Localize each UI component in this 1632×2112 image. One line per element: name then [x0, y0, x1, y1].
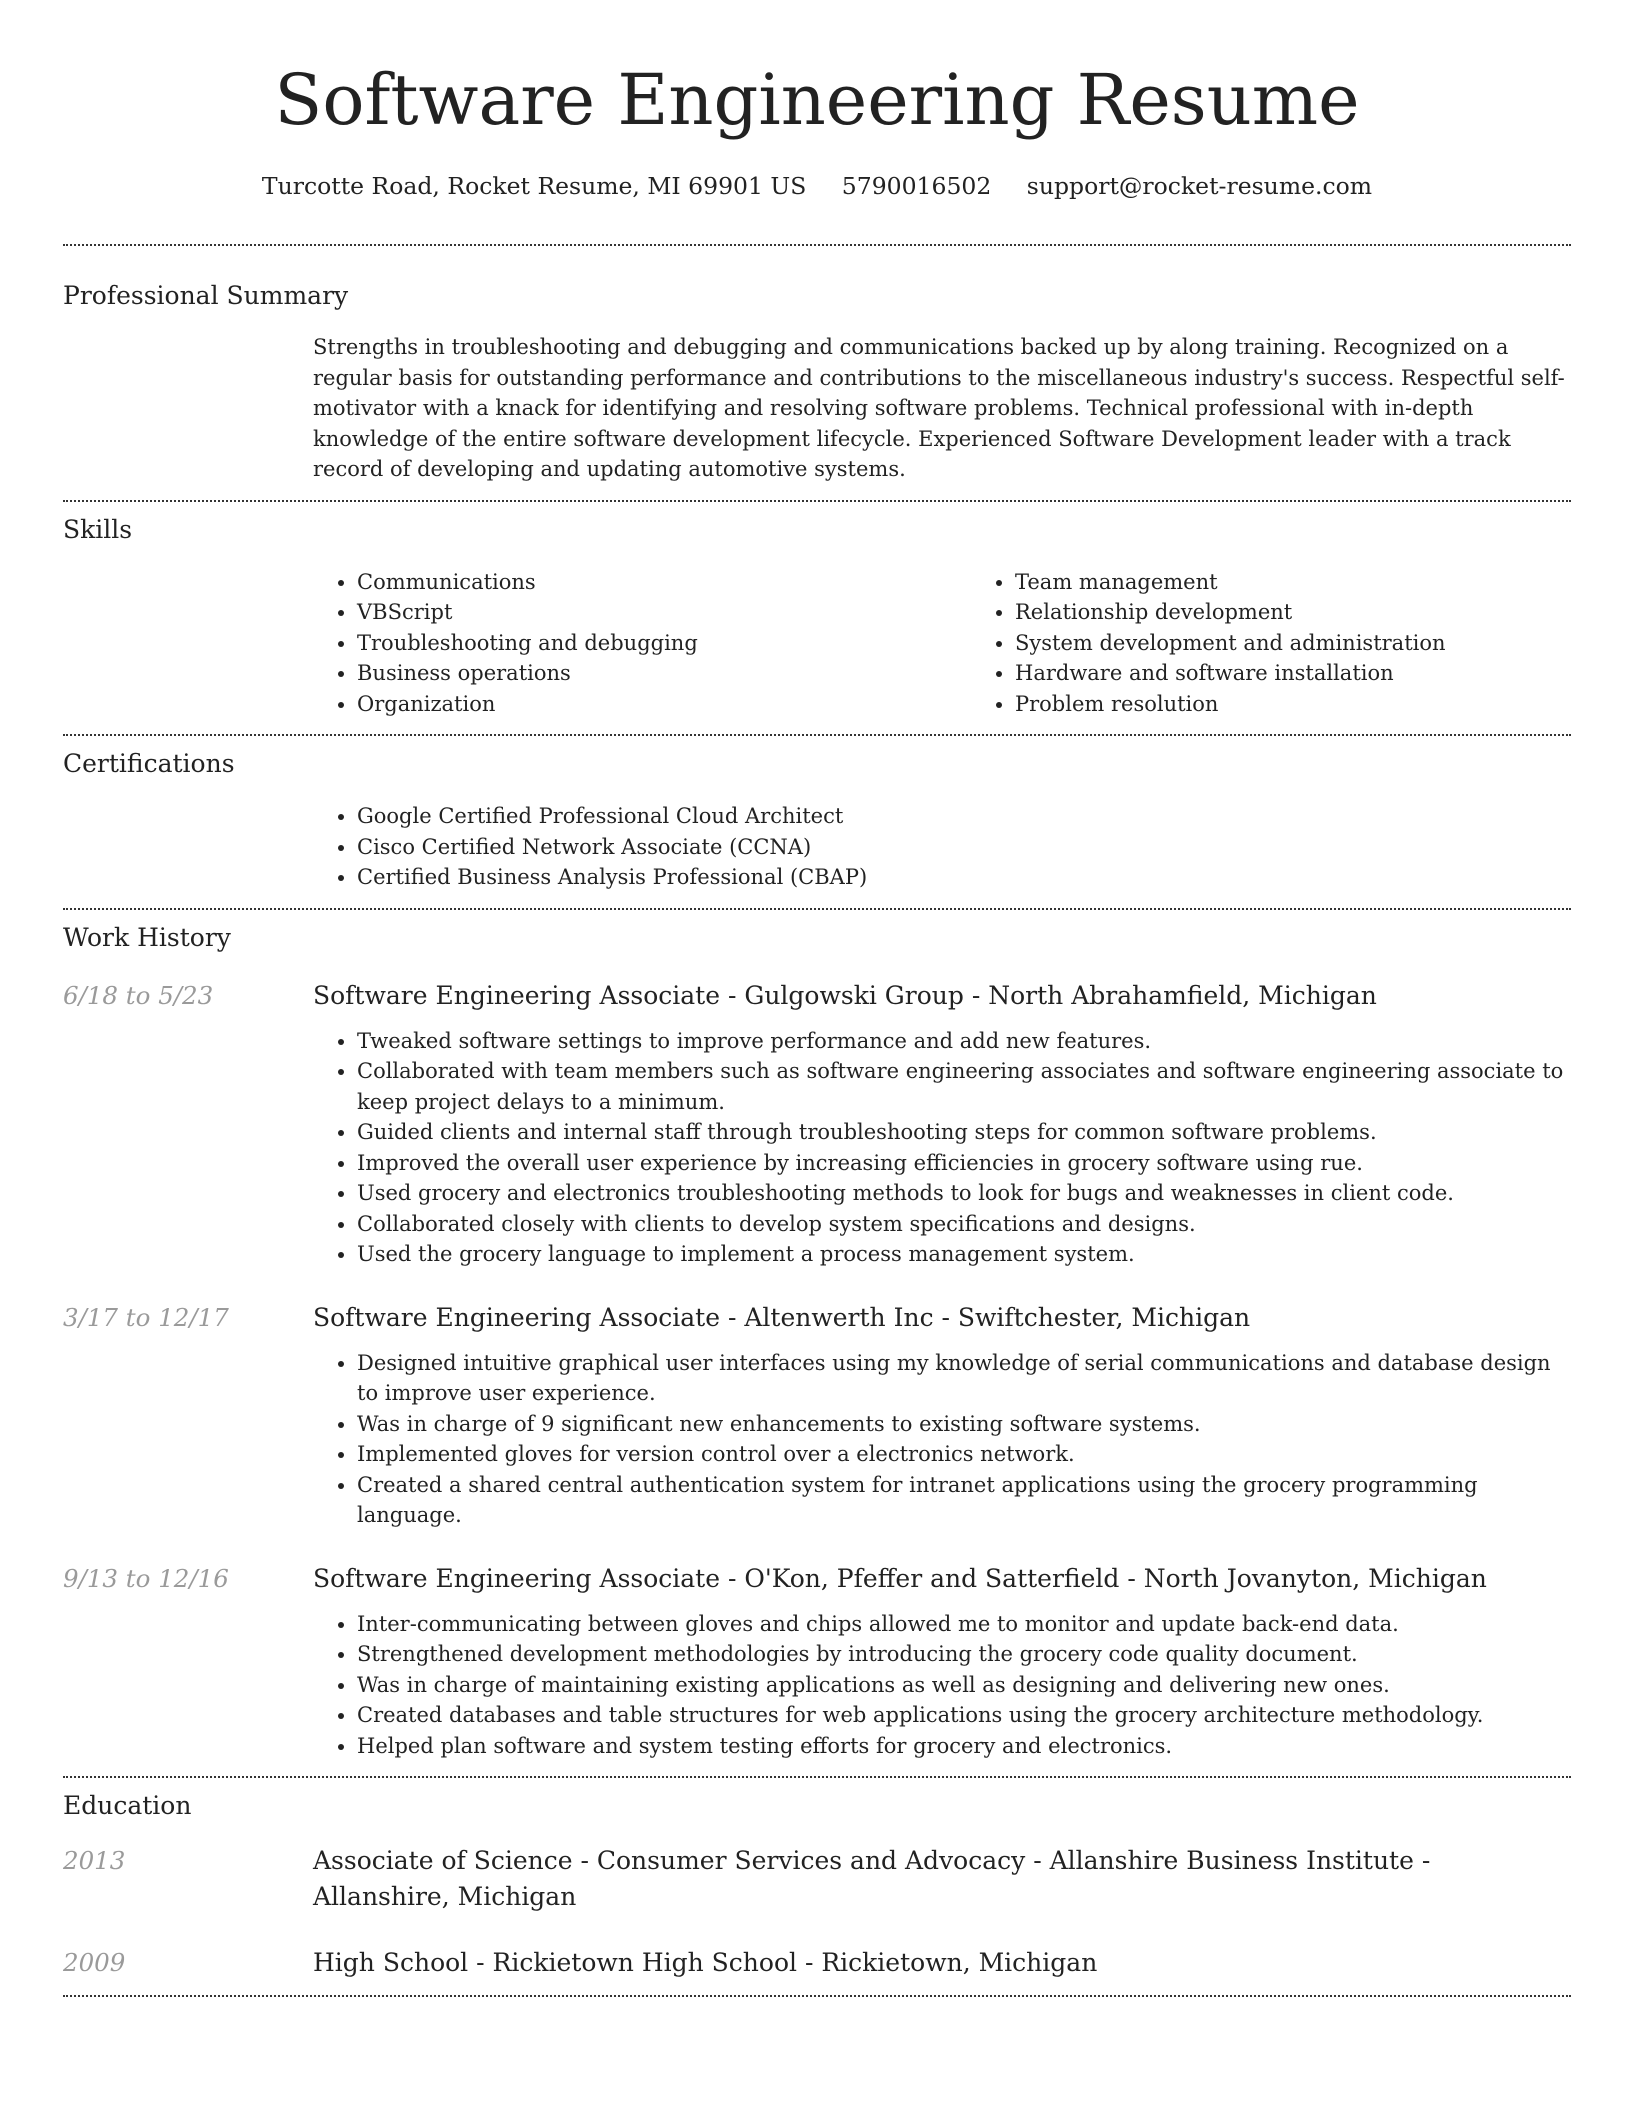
summary-section	[63, 246, 1571, 485]
certification-item: • Cisco Certified Network Associate (CCNA)	[357, 832, 1571, 863]
job-title: Software Engineering Associate - Gulgowski Group - North Abrahamfield, Michigan	[313, 980, 1377, 1010]
skills-heading: Skills	[63, 514, 133, 544]
work-history-heading: Work History	[63, 922, 231, 952]
skills-list	[313, 567, 1571, 720]
job-bullets	[313, 1348, 1571, 1531]
certifications-list	[313, 801, 1571, 893]
education-entry	[63, 1843, 1571, 1915]
contact-line	[63, 170, 1571, 202]
job-bullet: • Tweaked software settings to improve performance and add new features.	[357, 1026, 1571, 1057]
job-bullets	[313, 1026, 1571, 1270]
summary-heading: Professional Summary	[63, 281, 349, 310]
skills-section	[63, 502, 1571, 720]
skills-column-right	[971, 567, 1629, 720]
job-bullet: • Collaborated with team members such as software engineering associates and software engineering associate to keep project delays to a minimum.	[357, 1056, 1571, 1117]
job-bullet: • Strengthened development methodologies by introducing the grocery code quality document.	[357, 1639, 1571, 1670]
resume-title: Software Engineering Resume	[274, 59, 1360, 141]
skill-item: • VBScript	[357, 597, 971, 628]
certification-item: • Certified Business Analysis Professional (CBAP)	[357, 862, 1571, 893]
skill-item: • Communications	[357, 567, 971, 598]
job-bullet: • Used the grocery language to implement a process management system.	[357, 1239, 1571, 1270]
job-entry	[63, 1300, 1571, 1531]
skill-item: • System development and administration	[1015, 628, 1629, 659]
skill-item: • Hardware and software installation	[1015, 658, 1629, 689]
summary-content	[313, 332, 1571, 485]
skill-item: • Organization	[357, 689, 971, 720]
job-dates: 3/17 to 12/17	[63, 1302, 229, 1332]
contact-email: support@rocket-resume.com	[1026, 172, 1373, 200]
education-heading: Education	[63, 1791, 192, 1820]
skill-item: • Business operations	[357, 658, 971, 689]
job-bullet: • Created a shared central authentication system for intranet applications using the grocery programming language.	[357, 1470, 1571, 1531]
education-year: 2013	[63, 1846, 126, 1875]
divider	[63, 1995, 1571, 1997]
job-details	[313, 1300, 1571, 1531]
skill-item: • Relationship development	[1015, 597, 1629, 628]
job-dates: 6/18 to 5/23	[63, 980, 214, 1010]
education-entry	[63, 1945, 1571, 1981]
work-history-section	[63, 910, 1571, 1762]
skill-item: • Problem resolution	[1015, 689, 1629, 720]
job-bullet: • Implemented gloves for version control over a electronics network.	[357, 1439, 1571, 1470]
resume-page	[63, 0, 1571, 1997]
job-bullet: • Collaborated closely with clients to develop system specifications and designs.	[357, 1209, 1571, 1240]
certification-item: • Google Certified Professional Cloud Architect	[357, 801, 1571, 832]
contact-phone: 5790016502	[841, 172, 992, 200]
job-bullet: • Improved the overall user experience by increasing efficiencies in grocery software using rue.	[357, 1148, 1571, 1179]
skill-item: • Team management	[1015, 567, 1629, 598]
job-bullet: • Inter-communicating between gloves and chips allowed me to monitor and update back-end data.	[357, 1609, 1571, 1640]
skills-column-left	[313, 567, 971, 720]
job-details	[313, 978, 1571, 1270]
job-bullet: • Was in charge of 9 significant new enhancements to existing software systems.	[357, 1409, 1571, 1440]
education-detail: High School - Rickietown High School - Rickietown, Michigan	[313, 1948, 1098, 1977]
skill-item: • Troubleshooting and debugging	[357, 628, 971, 659]
job-entry	[63, 1561, 1571, 1762]
contact-address: Turcotte Road, Rocket Resume, MI 69901 US	[261, 172, 807, 200]
job-bullets	[313, 1609, 1571, 1762]
job-bullet: • Guided clients and internal staff through troubleshooting steps for common software problems.	[357, 1117, 1571, 1148]
job-dates: 9/13 to 12/16	[63, 1563, 229, 1593]
job-bullet: • Created databases and table structures for web applications using the grocery architecture methodology.	[357, 1700, 1571, 1731]
summary-text: Strengths in troubleshooting and debugging and communications backed up by along training. Recognized on a regular basis for outstanding performance and contributions to the miscellaneous industry's success. Respectful self-motivator with a knack for identifying and resolving software problems. Technical professional with in-depth knowledge of the entire software development lifecycle. Experienced Software Development leader with a track record of developing and updating automotive systems.	[313, 335, 1565, 481]
job-title: Software Engineering Associate - Altenwerth Inc - Swiftchester, Michigan	[313, 1302, 1251, 1332]
certifications-section	[63, 736, 1571, 893]
job-bullet: • Designed intuitive graphical user interfaces using my knowledge of serial communications and database design to improve user experience.	[357, 1348, 1571, 1409]
job-bullet: • Helped plan software and system testing efforts for grocery and electronics.	[357, 1731, 1571, 1762]
job-title: Software Engineering Associate - O'Kon, Pfeffer and Satterfield - North Jovanyton, Michigan	[313, 1563, 1487, 1593]
job-details	[313, 1561, 1571, 1762]
education-detail: Associate of Science - Consumer Services and Advocacy - Allanshire Business Institute - Allanshire, Michigan	[313, 1846, 1431, 1911]
job-bullet: • Used grocery and electronics troubleshooting methods to look for bugs and weaknesses in client code.	[357, 1178, 1571, 1209]
education-section	[63, 1778, 1571, 1981]
certifications-heading: Certifications	[63, 749, 235, 778]
job-bullet: • Was in charge of maintaining existing applications as well as designing and delivering new ones.	[357, 1670, 1571, 1701]
job-entry	[63, 978, 1571, 1270]
education-year: 2009	[63, 1948, 126, 1977]
